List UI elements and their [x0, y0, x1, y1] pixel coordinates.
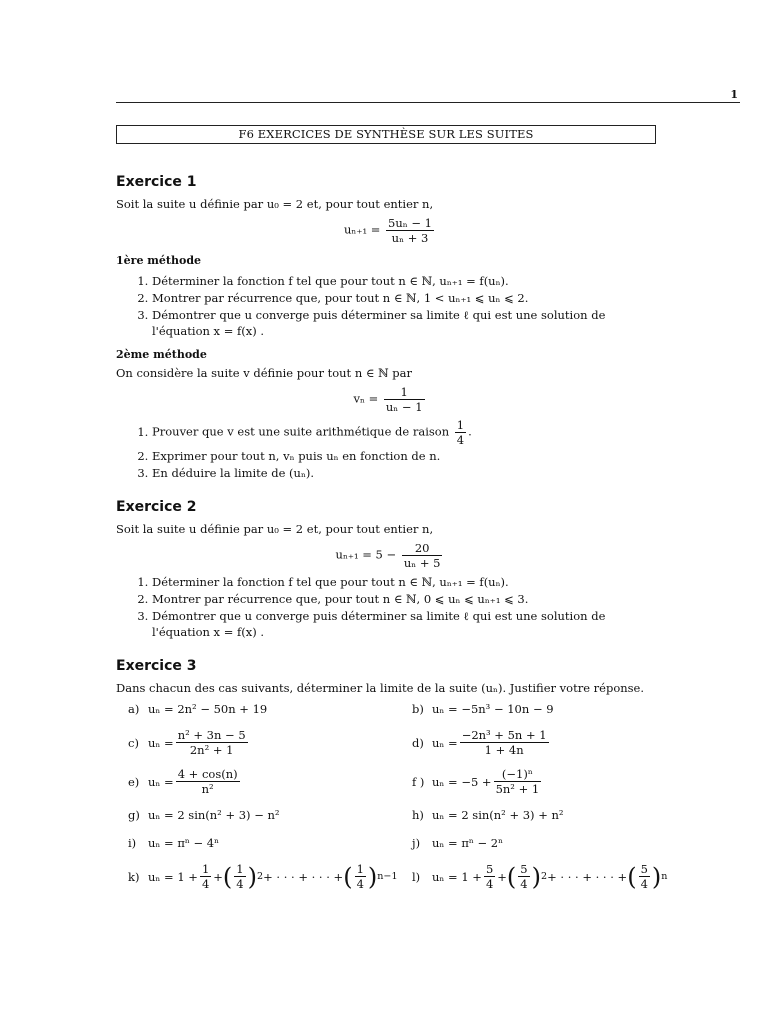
case-lhs: uₙ =: [148, 774, 174, 789]
denominator: 4: [201, 877, 210, 891]
exercise-2-intro: Soit la suite u définie par u₀ = 2 et, pour tout entier n,: [116, 522, 434, 536]
fraction: [639, 862, 650, 891]
denominator: 4: [356, 877, 364, 891]
fraction: [386, 216, 434, 245]
case-e: [128, 767, 412, 796]
exponent: n−1: [377, 870, 398, 882]
numerator: 5: [640, 862, 648, 876]
denominator: uₙ + 3: [391, 231, 429, 245]
denominator: 4: [236, 877, 244, 891]
list-item: 2. Montrer par récurrence que, pour tout n ∈ ℕ, 1 < uₙ₊₁ ⩽ uₙ ⩽ 2.: [152, 290, 664, 306]
case-label: a): [128, 702, 140, 716]
numerator: 1: [384, 385, 425, 400]
case-label: c): [128, 735, 139, 750]
case-a: [128, 700, 412, 718]
list-item: 1. Déterminer la fonction f tel que pour tout n ∈ ℕ, uₙ₊₁ = f(uₙ).: [152, 273, 664, 289]
fraction: [176, 728, 248, 757]
exercise-3-heading: Exercice 3: [116, 658, 197, 674]
exercise-1-intro: Soit la suite u définie par u₀ = 2 et, pour tout entier n,: [116, 197, 434, 211]
limits-grid: [116, 700, 668, 891]
exponent: 2: [256, 870, 264, 882]
case-l: l) uₙ = 1 + $\frac{5}{4}$ + ( $\frac{5}{4}$ ) 2 + · · · + · · · + ( $\frac{5}{4}$ ) n: [412, 862, 668, 891]
case-h: [412, 806, 676, 824]
method-2-intro: On considère la suite v définie pour tout n ∈ ℕ par: [116, 366, 412, 380]
denominator: 4: [485, 877, 494, 891]
case-lhs: uₙ = 1 +: [432, 869, 482, 884]
recurrence-equation: [116, 216, 664, 245]
fraction: [518, 862, 529, 891]
denominator: uₙ + 5: [403, 556, 441, 570]
numerator: 20: [402, 541, 443, 556]
case-label: g): [128, 808, 140, 822]
case-lhs: uₙ =: [148, 735, 174, 750]
case-lhs: uₙ = −5 +: [432, 774, 492, 789]
page-number: 1: [730, 88, 738, 101]
case-lhs: uₙ = 1 +: [148, 869, 198, 884]
numerator: 4 + cos(n): [177, 767, 238, 781]
item-text: Prouver que v est une suite arithmétique de raison: [152, 424, 450, 439]
case-label: b): [412, 702, 424, 716]
case-d: [412, 728, 676, 757]
method-2-list: [116, 418, 664, 481]
list-item: 2. Montrer par récurrence que, pour tout n ∈ ℕ, 0 ⩽ uₙ ⩽ uₙ₊₁ ⩽ 3.: [152, 591, 664, 607]
fraction: [402, 541, 443, 570]
denominator: 4: [520, 877, 528, 891]
equation-lhs: uₙ₊₁ = 5 −: [335, 547, 397, 562]
exercise-1: [116, 174, 664, 481]
denominator: 4: [640, 877, 648, 891]
case-label: k): [128, 869, 140, 884]
denominator: 4: [456, 433, 465, 447]
list-item: 3. En déduire la limite de (uₙ).: [152, 465, 664, 481]
case-b: [412, 700, 676, 718]
exponent: n: [661, 870, 668, 882]
page-title: F6 EXERCICES DE SYNTHÈSE SUR LES SUITES: [116, 125, 656, 144]
denominator: 1 + 4n: [484, 743, 524, 757]
case-expression: uₙ = 2 sin(n² + 3) − n²: [148, 808, 280, 822]
case-expression: uₙ = πⁿ − 4ⁿ: [148, 836, 220, 850]
list-item: 3. Démontrer que u converge puis déterminer sa limite ℓ qui est une solution de l'équation x = f(x) .: [152, 307, 664, 339]
case-expression: uₙ = −5n³ − 10n − 9: [432, 702, 554, 716]
method-2-heading: 2ème méthode: [116, 348, 207, 361]
recurrence-equation: [116, 541, 664, 570]
case-i: [128, 834, 412, 852]
ellipsis: + · · · + · · · +: [547, 869, 628, 884]
numerator: 5: [485, 862, 494, 876]
list-item: 3. Démontrer que u converge puis déterminer sa limite ℓ qui est une solution de l'équation x = f(x) .: [152, 608, 664, 640]
numerator: (−1)ⁿ: [494, 767, 542, 782]
numerator: 1: [201, 862, 210, 876]
case-label: h): [412, 808, 424, 822]
denominator: uₙ − 1: [385, 400, 423, 414]
numerator: −2n³ + 5n + 1: [461, 728, 547, 742]
header-rule: [116, 102, 740, 103]
fraction: [494, 767, 542, 796]
case-j: [412, 834, 676, 852]
fraction: [484, 862, 495, 891]
fraction: [176, 767, 240, 796]
case-g: [128, 806, 412, 824]
case-label: i): [128, 836, 137, 850]
document-body: [116, 174, 668, 891]
case-k: k) uₙ = 1 + $\frac{1}{4}$ + ( $\frac{1}{4}$ ) 2 + · · · + · · · + ( $\frac{1}{4}$ ) n−1: [128, 862, 398, 891]
case-label: l): [412, 869, 421, 884]
numerator: 5: [520, 862, 528, 876]
case-expression: uₙ = 2n² − 50n + 19: [148, 702, 268, 716]
equation-lhs: uₙ₊₁ =: [344, 222, 381, 237]
list-item: 1. Déterminer la fonction f tel que pour tout n ∈ ℕ, uₙ₊₁ = f(uₙ).: [152, 574, 664, 590]
fraction: [355, 862, 366, 891]
case-label: j): [412, 836, 421, 850]
exercise-2-heading: Exercice 2: [116, 499, 197, 515]
method-1-list: [116, 273, 664, 339]
fraction: [455, 418, 466, 447]
exercise-1-heading: Exercice 1: [116, 174, 197, 190]
case-label: e): [128, 774, 140, 789]
exponent: 2: [540, 870, 548, 882]
case-f: [412, 767, 676, 796]
numerator: 1: [456, 418, 465, 432]
case-c: [128, 728, 412, 757]
exercise-2-list: [116, 574, 664, 640]
fraction: [200, 862, 211, 891]
equation-lhs: vₙ =: [353, 391, 379, 406]
numerator: n² + 3n − 5: [177, 728, 246, 742]
numerator: 1: [236, 862, 244, 876]
case-label: f ): [412, 774, 425, 789]
list-item: 1. Prouver que v est une suite arithmétique de raison $\frac{1}{4}$ .: [152, 418, 664, 447]
case-expression: uₙ = 2 sin(n² + 3) + n²: [432, 808, 564, 822]
case-label: d): [412, 735, 424, 750]
denominator: 2n² + 1: [189, 743, 234, 757]
fraction: [460, 728, 549, 757]
ellipsis: + · · · + · · · +: [263, 869, 344, 884]
exercise-3: [116, 658, 668, 891]
v-definition: [116, 385, 664, 414]
case-lhs: uₙ =: [432, 735, 458, 750]
list-item: 2. Exprimer pour tout n, vₙ puis uₙ en fonction de n.: [152, 448, 664, 464]
denominator: 5n² + 1: [495, 782, 540, 796]
numerator: 1: [356, 862, 364, 876]
exercise-3-intro: Dans chacun des cas suivants, déterminer la limite de la suite (uₙ). Justifier votre réponse.: [116, 681, 645, 695]
denominator: n²: [201, 782, 214, 796]
method-1-heading: 1ère méthode: [116, 254, 202, 267]
case-expression: uₙ = πⁿ − 2ⁿ: [432, 836, 504, 850]
fraction: [384, 385, 425, 414]
exercise-2: [116, 499, 664, 640]
numerator: 5uₙ − 1: [388, 216, 432, 230]
fraction: [234, 862, 245, 891]
